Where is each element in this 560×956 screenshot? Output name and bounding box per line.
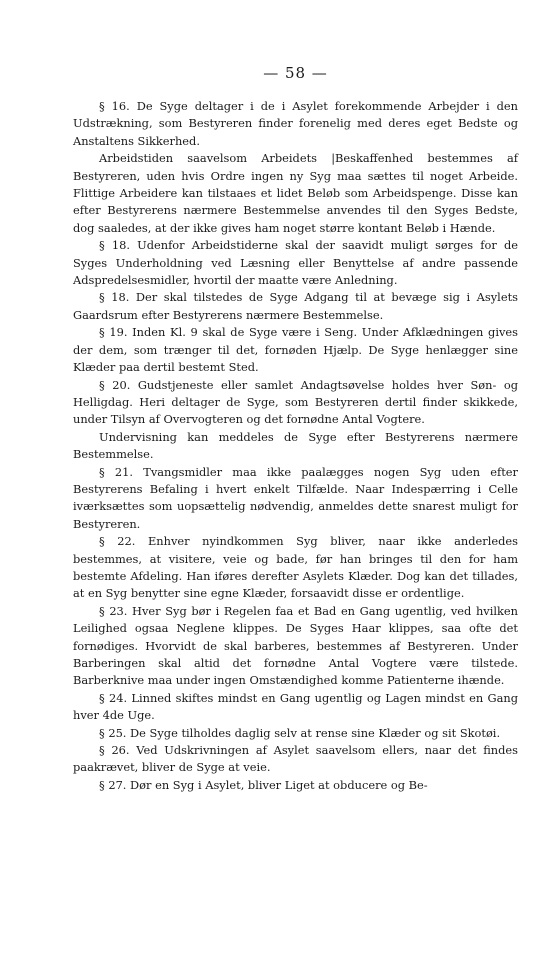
paragraph-18a: § 18. Udenfor Arbeidstiderne skal der saavidt muligt sørges for de Syges Underholdning ved Læsning eller Benyttelse af andre passende Adspredelsesmidler, hvortil der maatte være Anledning. <box>73 238 518 288</box>
paragraph-16: § 16. De Syge deltager i de i Asylet forekommende Arbejder i den Udstrækning, som Bestyreren finder forenelig med deres eget Bedste og Anstaltens Sikkerhed. <box>73 99 518 148</box>
paragraph-20: § 20. Gudstjeneste eller samlet Andagtsøvelse holdes hver Søn- og Helligdag. Heri deltager de Syge, som Bestyreren dertil finder skikkede, under Tilsyn af Overvogteren og det fornødne Antal Vogtere. <box>73 377 518 427</box>
paragraph-25: § 25. De Syge tilholdes daglig selv at rense sine Klæder og sit Skotøi. <box>99 725 501 740</box>
paragraph-arbeidstiden: Arbeidstiden saavelsom Arbeidets |Beskaffenhed bestemmes af Bestyreren, uden hvis Ordre ingen ny Syg maa sættes til noget Arbeide. Flittige Arbeidere kan tilstaaes et lidet Beløb som Arbeidspenge. Disse kan efter Bestyrerens nærmere Bestemmelse anvendes til den Syges Bedste, dog saaledes, at der ikke gives ham noget større kontant Beløb i Hænde. <box>73 151 518 235</box>
paragraph-21: § 21. Tvangsmidler maa ikke paalægges nogen Syg uden efter Bestyrerens Befaling i hvert enkelt Tilfælde. Naar Indespærring i Celle iværksættes som uopsættelig nødvendig, anmeldes dette snarest muligt for Bestyreren. <box>73 464 518 531</box>
page-number: — 58 — <box>263 64 328 82</box>
book-page <box>73 62 518 794</box>
paragraph-22: § 22. Enhver nyindkommen Syg bliver, naar ikke anderledes bestemmes, at visitere, veie og bade, før han bringes til den for ham bestemte Afdeling. Han iføres derefter Asylets Klæder. Dog kan det tillades, at en Syg benytter sine egne Klæder, forsaavidt disse er ordentlige. <box>73 534 518 601</box>
paragraph-undervisning: Undervisning kan meddeles de Syge efter Bestyrerens nærmere Bestemmelse. <box>73 429 518 462</box>
paragraph-23: § 23. Hver Syg bør i Regelen faa et Bad en Gang ugentlig, ved hvilken Leilighed ogsaa Neglene klippes. De Syges Haar klippes, saa ofte det fornødiges. Hvorvidt de skal barberes, bestemmes af Bestyreren. Under Barberingen skal altid det fornødne Antal Vogtere være tilstede. Barberknive maa under ingen Omstændighed komme Patienterne ihænde. <box>73 603 518 688</box>
paragraph-18b: § 18. Der skal tilstedes de Syge Adgang til at bevæge sig i Asylets Gaardsrum efter Bestyrerens nærmere Bestemmelse. <box>73 290 518 322</box>
page-body <box>73 98 518 794</box>
paragraph-24: § 24. Linned skiftes mindst en Gang ugentlig og Lagen mindst en Gang hver 4de Uge. <box>73 690 518 723</box>
paragraph-19: § 19. Inden Kl. 9 skal de Syge være i Seng. Under Afklædningen gives der dem, som trænger til det, fornøden Hjælp. De Syge henlægger sine Klæder paa dertil bestemt Sted. <box>73 325 518 375</box>
paragraph-27: § 27. Dør en Syg i Asylet, bliver Liget at obducere og Be- <box>99 777 428 792</box>
paragraph-26: § 26. Ved Udskrivningen af Asylet saavelsom ellers, naar det findes paakrævet, bliver de Syge at veie. <box>73 743 518 775</box>
